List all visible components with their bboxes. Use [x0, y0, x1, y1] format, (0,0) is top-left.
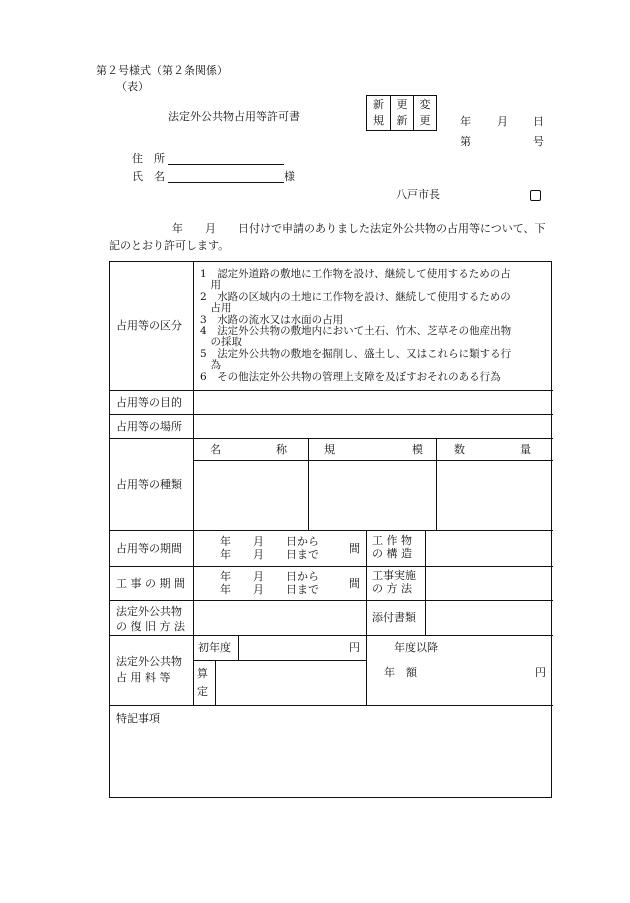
body-line-2: 記のとおり許可します。 [109, 239, 230, 252]
first-year-yen: 円 [349, 641, 360, 654]
col-quantity-header: 数 量 [454, 443, 531, 456]
number-suffix: 号 [533, 135, 544, 148]
date-day: 日 [533, 115, 544, 128]
kind-new[interactable]: 新 規 [373, 98, 384, 127]
seal-icon [530, 190, 541, 201]
date-year: 年 [460, 115, 471, 128]
date-month: 月 [497, 115, 508, 128]
works-period-label: 工 事 の 期 間 [116, 577, 185, 590]
name-label: 氏 名 [132, 170, 165, 183]
form-number: 第２号様式（第２条関係） [96, 64, 228, 77]
works-period-between: 間 [349, 577, 360, 590]
kind-renew[interactable]: 更 新 [390, 96, 413, 130]
period-between: 間 [349, 542, 360, 555]
type-label: 占用等の種類 [116, 478, 182, 491]
document-title: 法定外公共物占用等許可書 [168, 110, 300, 123]
annual-amount-yen: 円 [535, 666, 546, 679]
period-to: 年 月 日まで [220, 548, 319, 561]
restore-label: 法定外公共物 の 復 旧 方 法 [116, 605, 185, 633]
annual-amount-label: 年 額 [384, 666, 417, 679]
fee-label: 法定外公共物 占 用 料 等 [116, 655, 182, 684]
number-prefix: 第 [460, 135, 471, 148]
first-year-label: 初年度 [198, 641, 231, 654]
issuer: 八戸市長 [396, 188, 440, 201]
works-period-to: 年 月 日まで [220, 583, 319, 596]
attachments-label: 添付書類 [372, 611, 416, 624]
period-label: 占用等の期間 [116, 542, 182, 555]
after-years-label: 年度以降 [394, 641, 438, 654]
name-field[interactable] [168, 170, 284, 183]
structure-label: 工 作 物 の 構 造 [372, 534, 412, 560]
seal-mark [530, 188, 541, 201]
col-scale-header: 規 模 [324, 443, 423, 456]
form-side: （表） [116, 80, 149, 93]
kind-change[interactable]: 変 更 [413, 96, 436, 130]
address-field[interactable] [168, 152, 284, 165]
period-from: 年 月 日から [220, 535, 319, 548]
category-item: 2 水路の区域内の土地に工作物を設け、継続して使用するための 占用 [200, 291, 511, 314]
category-item: 3 水路の流水又は水面の占用 [200, 314, 344, 326]
permit-table [109, 261, 552, 798]
address-label: 住 所 [132, 152, 165, 165]
category-label: 占用等の区分 [116, 319, 182, 332]
notes-label: 特記事項 [116, 712, 160, 725]
honorific: 様 [284, 170, 295, 183]
col-name-header: 名 称 [210, 443, 287, 456]
category-item: 5 法定外公共物の敷地を掘削し、盛土し、又はこれらに類する行 為 [200, 348, 512, 371]
category-item: 4 法定外公共物の敷地内において土石、竹木、芝草その他産出物 の採取 [200, 325, 512, 348]
place-label: 占用等の場所 [116, 420, 182, 433]
works-period-from: 年 月 日から [220, 570, 319, 583]
category-item: 6 その他法定外公共物の管理上支障を及ぼすおそれのある行為 [200, 371, 501, 383]
body-line-1: 年 月 日付けで申請のありました法定外公共物の占用等について、下 [172, 222, 546, 235]
category-item: 1 認定外道路の敷地に工作物を設け、継続して使用するための占 用 [200, 268, 511, 291]
purpose-label: 占用等の目的 [116, 396, 182, 409]
kind-selector[interactable] [366, 95, 437, 131]
calc-label: 算 定 [197, 667, 208, 698]
method-label: 工事実施 の 方 法 [372, 569, 416, 595]
